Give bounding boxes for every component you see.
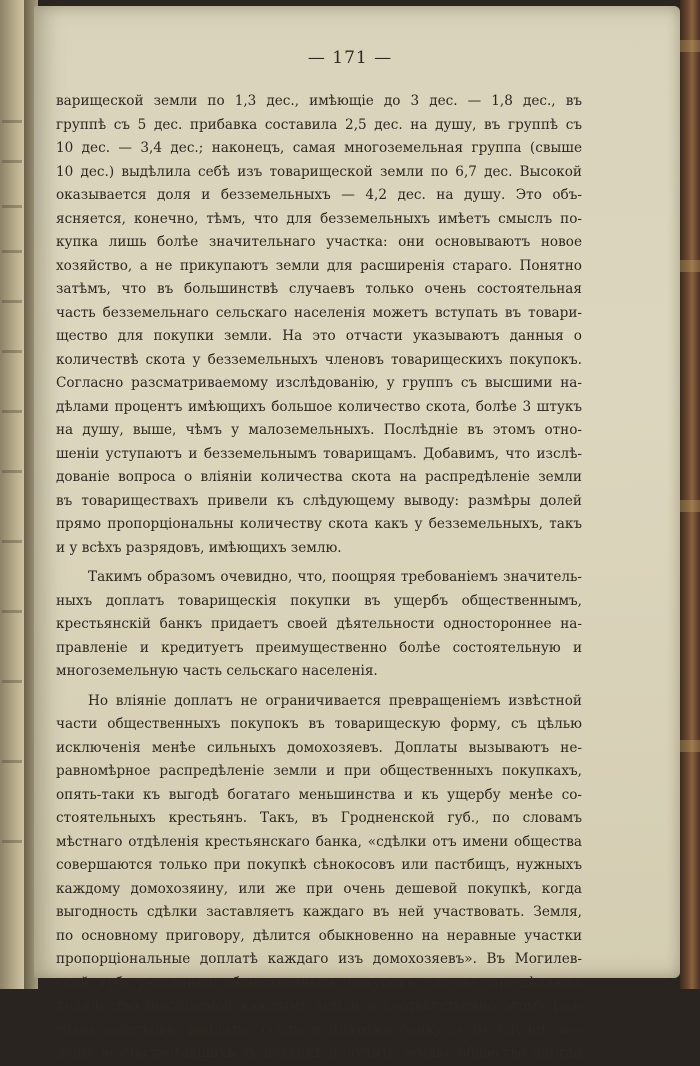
text-line: Согласно разсматриваемому изслѣдованію, у группъ съ высшими на-	[56, 375, 582, 391]
text-line: ясняется, конечно, тѣмъ, что для безземельныхъ имѣетъ смыслъ по-	[56, 210, 582, 227]
text-line: 10 дес. — 3,4 дес.; наконецъ, самая многоземельная группа (свыше	[56, 140, 582, 156]
text-line: въ товариществахъ привели къ слѣдующему выводу: размѣры долей	[56, 492, 582, 509]
text-line: крестьянскій банкъ придаетъ своей дѣятельности одностороннее на-	[56, 616, 582, 632]
text-line: исключенія менѣе сильныхъ домохозяевъ. Доплаты вызываютъ не-	[56, 739, 582, 756]
text-line: хозяйство, а не прикупаютъ земли для расширенія стараго. Понятно	[56, 257, 582, 274]
text-line: прямо пропорціональны количеству скота какъ у безземельныхъ, такъ	[56, 516, 582, 532]
text-line: часть безземельнаго сельскаго населенія можетъ вступать въ товари-	[56, 304, 582, 321]
text-line: шеніи уступаютъ и безземельнымъ товарищамъ. Добавимъ, что изслѣ-	[56, 445, 582, 462]
text-line: стоятельныхъ крестьянъ. Такъ, въ Гродненской губ., по словамъ	[56, 810, 582, 826]
book-cover-edge	[680, 0, 700, 989]
text-line: Такимъ образомъ очевидно, что, поощряя требованіемъ значитель-	[88, 569, 582, 585]
text-line: опять-таки къ выгодѣ богатаго меньшинства и къ ущербу менѣе со-	[56, 786, 582, 803]
text-line: ланія неучаствовавшихъ въ покупкѣ получить землю, общество иногда	[56, 1045, 582, 1061]
text-line: 10 дес.) выдѣлила себѣ изъ товарищеской земли по 6,7 дес. Высокой	[56, 163, 582, 180]
text-line: равномѣрное распредѣленіе земли и при общественныхъ покупкахъ,	[56, 763, 582, 779]
paragraph	[56, 566, 582, 684]
text-line: мѣры задатковъ, доплаты, ссуды и платежи банку...» Въ случаѣ же-	[56, 1021, 582, 1038]
text-line: ской губ. участники общественныхъ покупокъ «точно опредѣляютъ	[56, 974, 582, 991]
page-number: — 171 —	[307, 48, 393, 68]
text-line: дованіе вопроса о вліяніи количества скота на распредѣленіе земли	[56, 469, 582, 485]
text-line: по основному приговору, дѣлится обыкновенно на неравные участки	[56, 927, 582, 944]
text-line: совершаются только при покупкѣ сѣнокосовъ или пастбищъ, нужныхъ	[56, 857, 582, 873]
left-page-edge	[0, 0, 26, 989]
text-line: варищеской земли по 1,3 дес., имѣющіе до 3 дес. — 1,8 дес., въ	[56, 93, 582, 109]
text-line: правленіе и кредитуетъ преимущественно болѣе состоятельную и	[56, 639, 582, 656]
text-line: ныхъ доплатъ товарищескія покупки въ ущербъ общественнымъ,	[56, 592, 582, 609]
text-line: дѣлами процентъ имѣющихъ большое количество скота, болѣе 3 штукъ	[56, 398, 582, 415]
paragraph	[56, 90, 582, 560]
text-line: каждому домохозяину, или же при очень дешевой покупкѣ, когда	[56, 880, 582, 897]
text-line: части общественныхъ покупокъ въ товарищескую форму, съ цѣлью	[56, 716, 582, 732]
text-line: количество покупаемой каждымъ земли и соотвѣтственно этому раз-	[56, 998, 582, 1014]
text-line: группѣ съ 5 дес. прибавка составила 2,5 дес. на душу, въ группѣ съ	[56, 116, 582, 133]
text-line: купка лишь болѣе значительнаго участка: они основываютъ новое	[56, 234, 582, 250]
text-line: Но вліяніе доплатъ не ограничивается превращеніемъ извѣстной	[88, 692, 582, 709]
text-line: пропорціональные доплатѣ каждаго изъ домохозяевъ». Въ Могилев-	[56, 951, 582, 967]
text-line: выгодность сдѣлки заставляетъ каждаго въ ней участвовать. Земля,	[56, 904, 582, 920]
text-line: количествѣ скота у безземельныхъ членовъ товарищескихъ покупокъ.	[56, 351, 582, 368]
text-line: затѣмъ, что въ большинствѣ случаевъ только очень состоятельная	[56, 281, 582, 297]
text-line: мѣстнаго отдѣленія крестьянскаго банка, «сдѣлки отъ имени общества	[56, 833, 582, 850]
text-line: и у всѣхъ разрядовъ, имѣющихъ землю.	[56, 539, 342, 556]
paragraph	[56, 690, 582, 1066]
text-line: на душу, выше, чѣмъ у малоземельныхъ. Послѣдніе въ этомъ отно-	[56, 422, 582, 438]
text-line: многоземельную часть сельскаго населенія.	[56, 663, 378, 679]
text-line: щество для покупки земли. На это отчасти указываютъ данныя о	[56, 328, 582, 344]
text-line: оказывается доля и безземельныхъ — 4,2 дес. на душу. Это объ-	[56, 187, 582, 203]
body-text	[56, 90, 582, 1066]
